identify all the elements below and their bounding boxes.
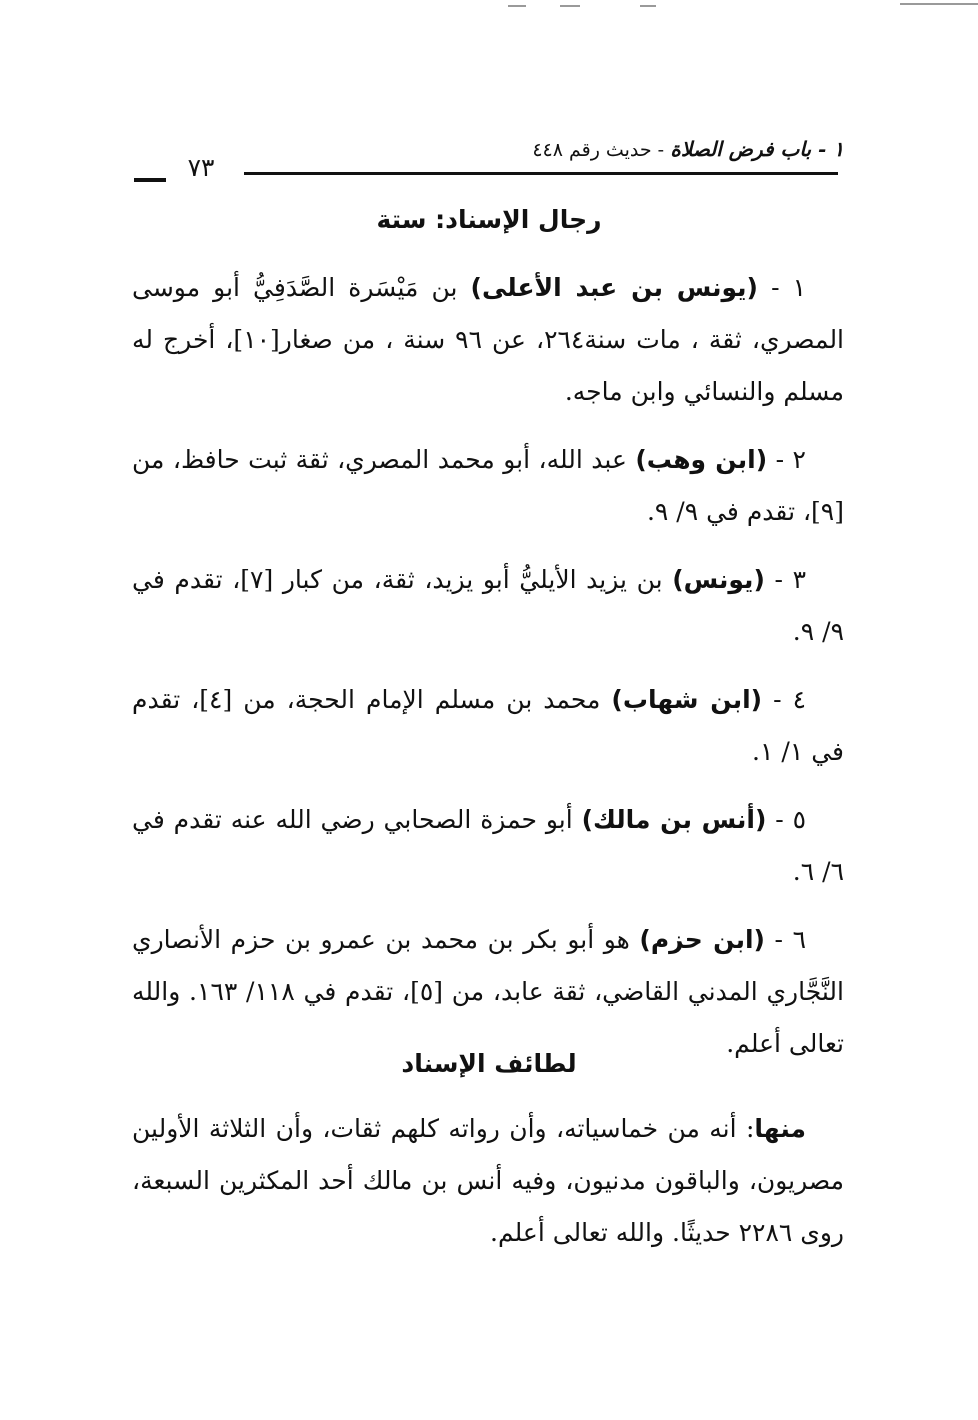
features-paragraph	[132, 1103, 844, 1259]
hadith-number: - حديث رقم ٤٤٨	[532, 139, 665, 161]
page-number-dash	[134, 178, 166, 182]
narrator-entry	[132, 262, 844, 418]
page-number: ٧٣	[187, 153, 215, 182]
narrator-number: ٦ -	[764, 925, 807, 954]
narrator-name: (ابن شهاب)	[611, 685, 763, 714]
narrator-name: (ابن وهب)	[635, 445, 768, 474]
narrator-description: هو أبو بكر بن محمد بن عمرو بن حزم الأنصاري النَّجَّاري المدني القاضي، ثقة عابد، من [٥]، تقدم في ١١٨/ ١٦٣. والله تعالى أعلم.	[132, 925, 844, 1058]
running-header	[144, 134, 844, 164]
narrator-name: (ابن حزم)	[639, 925, 765, 954]
narrator-description: محمد بن مسلم الإمام الحجة، من [٤]، تقدم في ١/ ١.	[132, 685, 844, 766]
narrator-description: أبو حمزة الصحابي رضي الله عنه تقدم في ٦/ ٦.	[132, 805, 844, 886]
scan-mark	[900, 3, 978, 5]
narrator-number: ١ -	[758, 273, 807, 302]
narrator-description: بن يزيد الأيليُّ أبو يزيد، ثقة، من كبار [٧]، تقدم في ٩/ ٩.	[132, 565, 844, 646]
features-section-title: لطائف الإسناد	[401, 1049, 577, 1078]
header-rule	[244, 172, 838, 175]
narrator-name: (أنس بن مالك)	[581, 805, 767, 834]
narrator-entry	[132, 434, 844, 538]
narrators-section-title: رجال الإسناد: ستة	[376, 205, 602, 234]
narrator-number: ٤ -	[762, 685, 806, 714]
features-lead: منها	[754, 1114, 806, 1143]
narrator-entry	[132, 794, 844, 898]
narrator-number: ٥ -	[766, 805, 806, 834]
narrator-number: ٢ -	[767, 445, 806, 474]
features-text: : أنه من خماسياته، وأن رواته كلهم ثقات، وأن الثلاثة الأولين مصريون، والباقون مدنيون، وفيه أنس بن مالك أحد المكثرين السبعة، روى ٢٢٨٦ حديثًا. والله تعالى أعلم.	[132, 1114, 844, 1247]
narrator-description: عبد الله، أبو محمد المصري، ثقة ثبت حافظ، من [٩]، تقدم في ٩/ ٩.	[132, 445, 844, 526]
scan-mark	[560, 5, 580, 7]
narrator-name: (يونس)	[672, 565, 765, 594]
narrator-number: ٣ -	[764, 565, 806, 594]
chapter-title: ١ - باب فرض الصلاة	[670, 137, 844, 161]
narrator-description: بن مَيْسَرة الصَّدَفِيُّ أبو موسى المصري، ثقة ، مات سنة٢٦٤، عن ٩٦ سنة ، من صغار[١٠]، أخرج له مسلم والنسائي وابن ماجه.	[132, 273, 845, 406]
scan-mark	[640, 5, 656, 7]
narrator-entry	[132, 554, 844, 658]
scan-mark	[508, 5, 526, 7]
narrator-entry	[132, 674, 844, 778]
narrator-name: (يونس بن عبد الأعلى)	[470, 273, 758, 302]
narrators-list	[132, 262, 844, 1086]
